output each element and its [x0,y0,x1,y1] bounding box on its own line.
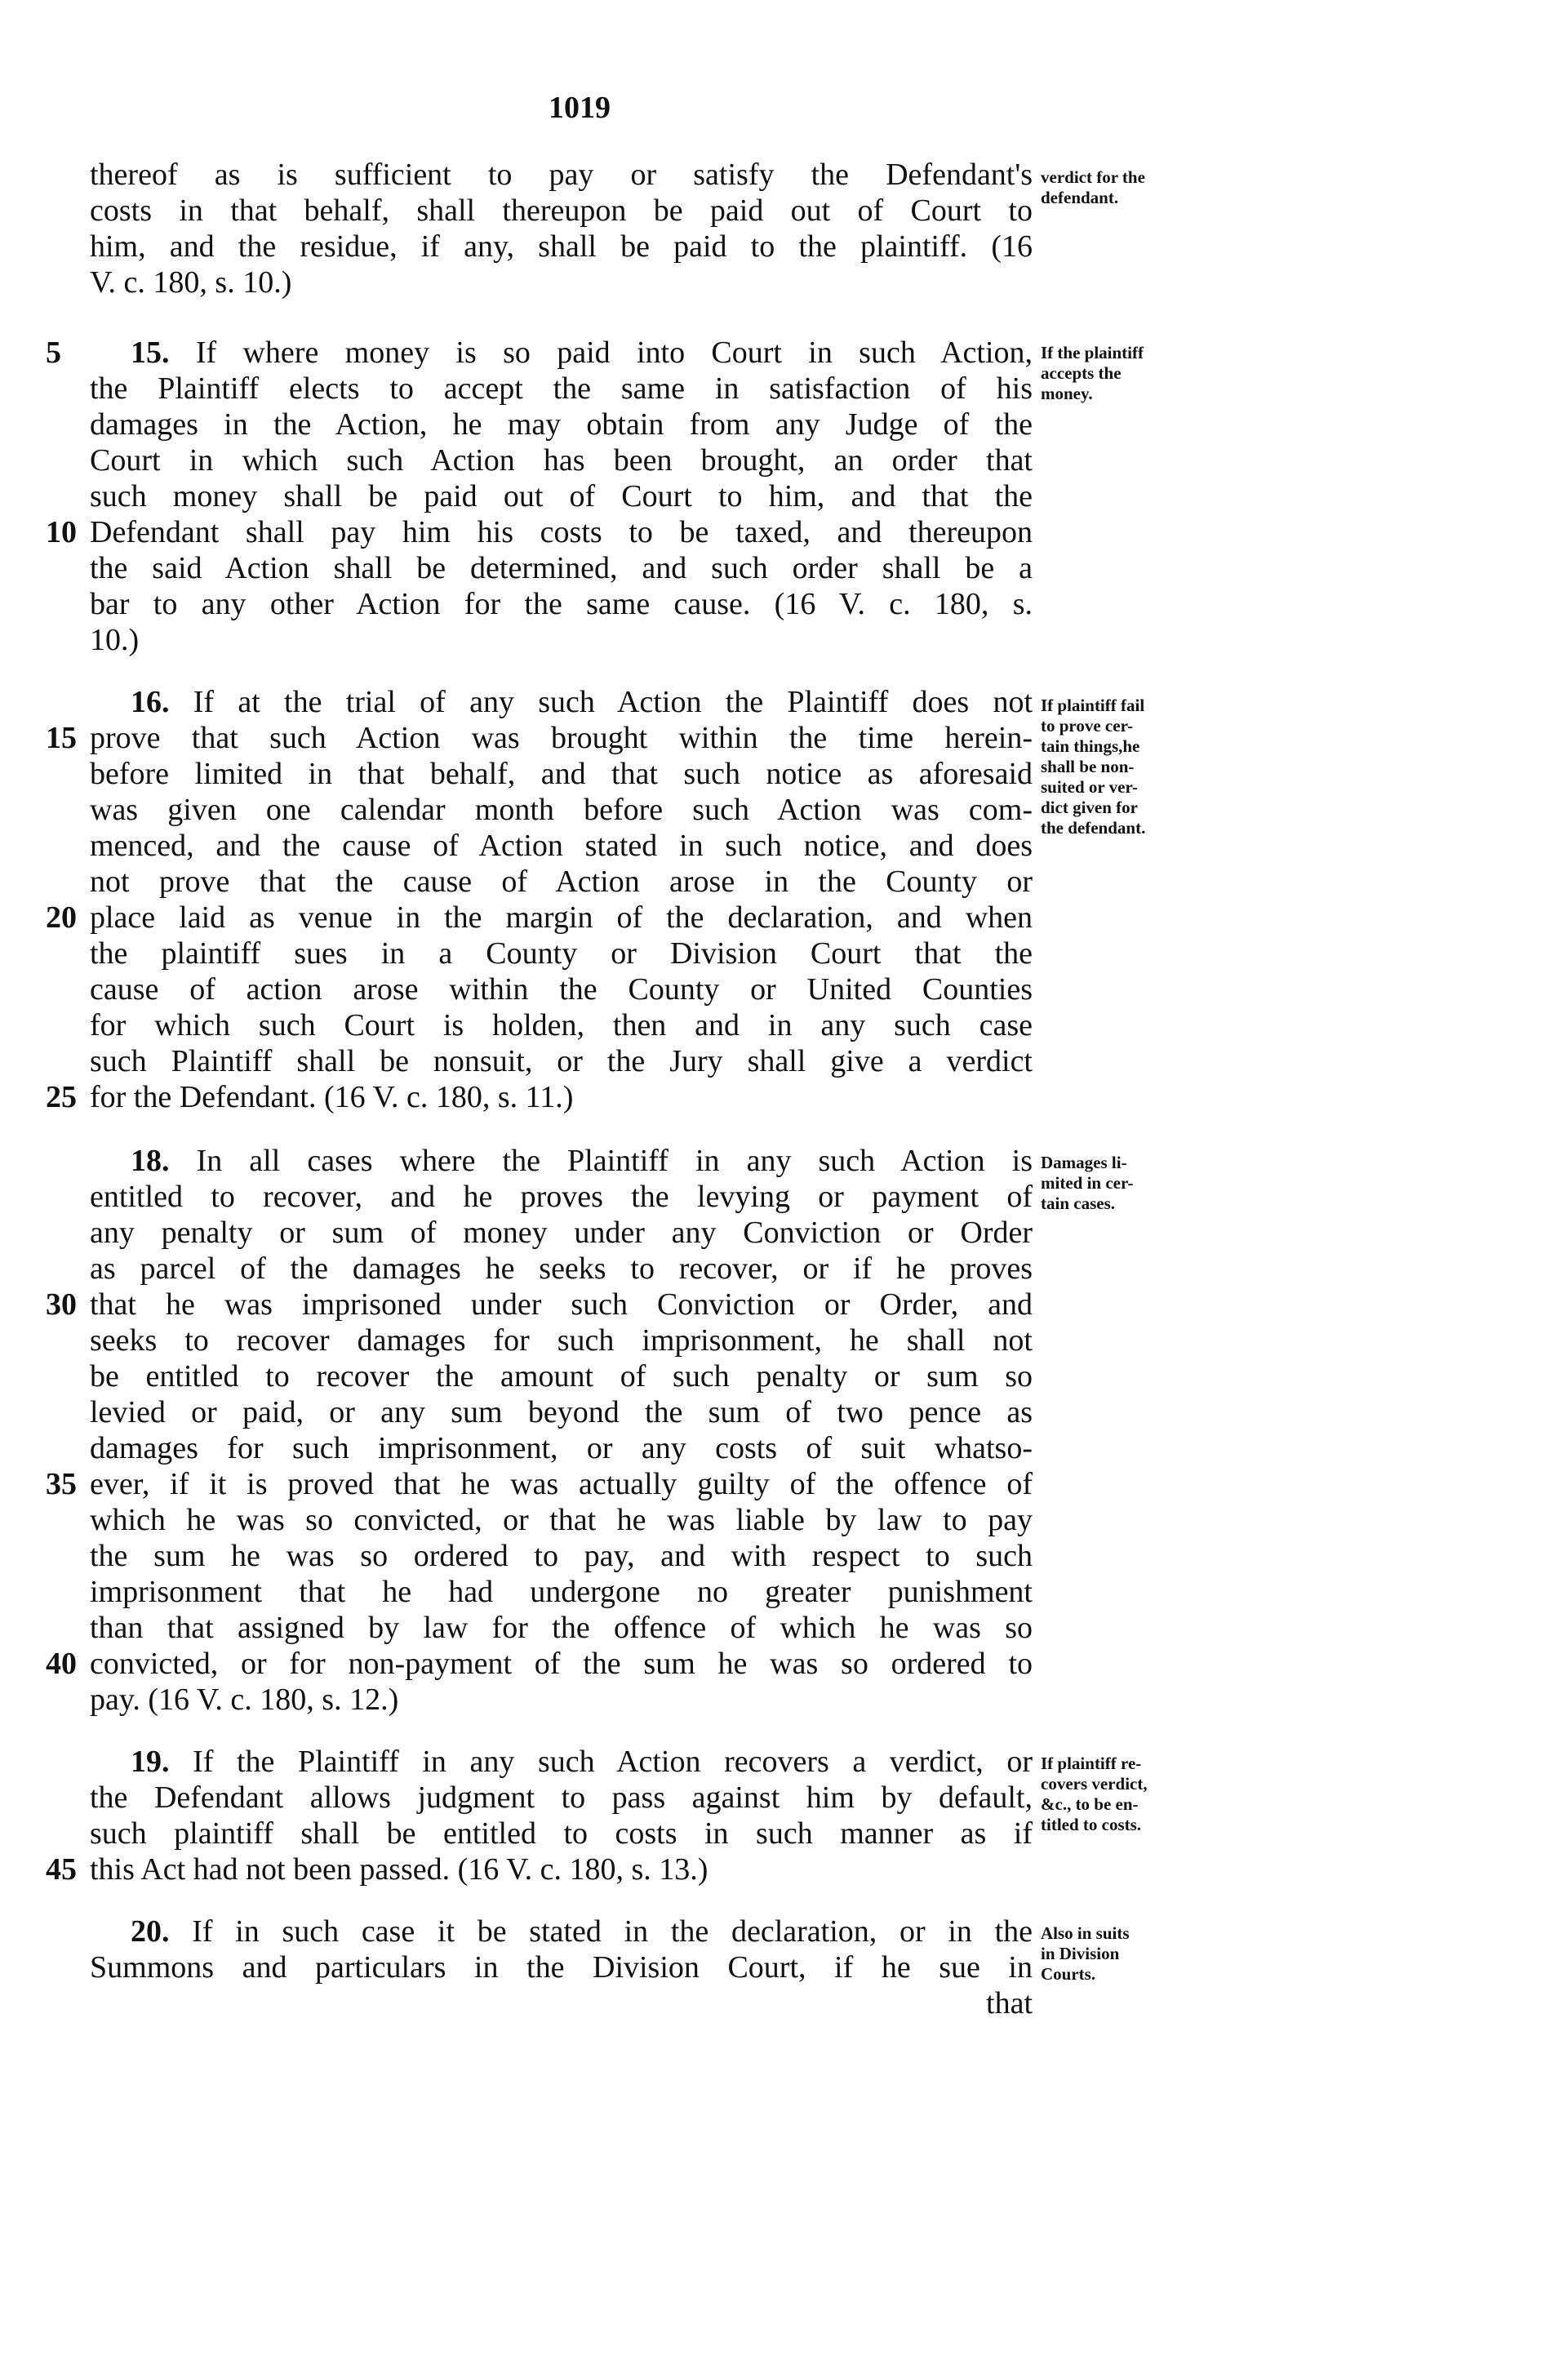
line-number: 20 [46,900,77,935]
margin-note-line: dict given for [1041,798,1138,817]
text-line: Summons and particulars in the Division Court, if he sue in [90,1950,1033,1985]
text-line [131,1744,1033,1780]
margin-note-line: If plaintiff fail [1041,696,1145,715]
margin-note [1041,1153,1228,1214]
section-number: 18. [131,1144,170,1178]
text-line: entitled to recover, and he proves the levying or payment of [90,1180,1033,1214]
text-line: ever, if it is proved that he was actually guilty of the offence of [90,1467,1033,1501]
text-line: levied or paid, or any sum beyond the sum of two pence as [90,1395,1033,1429]
text-line: Court in which such Action has been brought, an order that [90,443,1033,478]
margin-note-line: verdict for the [1041,167,1145,187]
line-number: 40 [46,1647,77,1681]
text-line: was given one calendar month before such Action was com- [90,793,1033,827]
text-line: thereof as is sufficient to pay or satisfy the Defendant's [90,158,1033,192]
margin-note-line: If plaintiff re- [1041,1754,1142,1773]
margin-note [1041,696,1228,838]
text-line [131,684,1033,720]
text-line: damages for such imprisonment, or any costs of suit whatso- [90,1431,1033,1465]
text-line: prove that such Action was brought within the time herein- [90,721,1033,755]
page-number: 1019 [549,91,611,125]
text-line: as parcel of the damages he seeks to recover, or if he proves [90,1251,1033,1286]
text-line: the said Action shall be determined, and such order shall be a [90,551,1033,585]
text-span: In all cases where the Plaintiff in any such Action is [196,1144,1033,1178]
text-line: the Plaintiff elects to accept the same in satisfaction of his [90,371,1033,406]
section-number: 19. [131,1745,170,1779]
text-line: not prove that the cause of Action arose in the County or [90,865,1033,899]
margin-note-line: to prove cer- [1041,716,1134,736]
margin-note-line: shall be non- [1041,757,1135,776]
text-line: 10.) [90,623,140,657]
margin-note-line: money. [1041,384,1093,403]
catchword: that [986,1986,1033,2020]
margin-note-line: tain cases. [1041,1194,1115,1213]
text-line: be entitled to recover the amount of such penalty or sum so [90,1359,1033,1394]
margin-note-line: titled to costs. [1041,1815,1142,1834]
text-line: that he was imprisoned under such Conviction or Order, and [90,1287,1033,1322]
text-line: the plaintiff sues in a County or Division Court that the [90,936,1033,971]
margin-note [1041,1923,1228,1985]
text-line: the sum he was so ordered to pay, and with respect to such [90,1539,1033,1573]
text-line: for the Defendant. (16 V. c. 180, s. 11.) [90,1080,574,1114]
margin-note [1041,343,1228,404]
section-number: 16. [131,685,170,719]
text-line [131,1914,1033,1949]
text-line: V. c. 180, s. 10.) [90,265,292,300]
line-number: 25 [46,1080,77,1114]
margin-note-line: suited or ver- [1041,777,1138,797]
margin-note-line: mited in cer- [1041,1173,1134,1193]
text-line: pay. (16 V. c. 180, s. 12.) [90,1683,399,1717]
text-line: such money shall be paid out of Court to him, and that the [90,479,1033,513]
text-line: this Act had not been passed. (16 V. c. 180, s. 13.) [90,1852,708,1887]
text-line: place laid as venue in the margin of the declaration, and when [90,900,1033,935]
margin-note [1041,167,1228,208]
text-line: costs in that behalf, shall thereupon be paid out of Court to [90,193,1033,228]
text-span: If in such case it be stated in the declaration, or in the [192,1914,1033,1949]
line-number: 10 [46,515,77,549]
text-line: before limited in that behalf, and that such notice as aforesaid [90,757,1033,791]
text-line: Defendant shall pay him his costs to be taxed, and thereupon [90,515,1033,549]
text-line: for which such Court is holden, then and in any such case [90,1008,1033,1042]
margin-note-line: in Division [1041,1944,1120,1963]
text-line: cause of action arose within the County or United Counties [90,972,1033,1007]
text-line [131,1143,1033,1179]
text-line: imprisonment that he had undergone no greater punishment [90,1575,1033,1609]
text-span: If at the trial of any such Action the Plaintiff does not [193,685,1033,719]
margin-note-line: &c., to be en- [1041,1794,1139,1814]
text-span: If where money is so paid into Court in such Action, [195,336,1033,370]
margin-note-line: If the plaintiff [1041,343,1144,362]
text-line: damages in the Action, he may obtain from any Judge of the [90,407,1033,442]
line-number: 45 [46,1852,77,1887]
margin-note-line: accepts the [1041,363,1122,383]
text-line: which he was so convicted, or that he was liable by law to pay [90,1503,1033,1537]
margin-note-line: Courts. [1041,1964,1096,1984]
margin-note-line: covers verdict, [1041,1774,1148,1794]
text-line: convicted, or for non-payment of the sum he was so ordered to [90,1647,1033,1681]
text-line: than that assigned by law for the offence of which he was so [90,1611,1033,1645]
line-number: 35 [46,1467,77,1501]
margin-note-line: Also in suits [1041,1923,1130,1943]
text-line [131,335,1033,371]
section-number: 15. [131,336,170,370]
text-line: such Plaintiff shall be nonsuit, or the Jury shall give a verdict [90,1044,1033,1078]
margin-note-line: Damages li- [1041,1153,1127,1172]
margin-note-line: the defendant. [1041,818,1146,838]
text-line: the Defendant allows judgment to pass against him by default, [90,1780,1033,1815]
text-line: such plaintiff shall be entitled to costs in such manner as if [90,1816,1033,1851]
text-line: menced, and the cause of Action stated in such notice, and does [90,829,1033,863]
text-line: him, and the residue, if any, shall be paid to the plaintiff. (16 [90,229,1033,264]
text-line: seeks to recover damages for such imprisonment, he shall not [90,1323,1033,1358]
text-span: If the Plaintiff in any such Action recovers a verdict, or [193,1745,1033,1779]
text-line: any penalty or sum of money under any Conviction or Order [90,1216,1033,1250]
margin-note-line: tain things,he [1041,736,1140,756]
margin-note [1041,1754,1228,1835]
text-line: bar to any other Action for the same cause. (16 V. c. 180, s. [90,587,1033,621]
line-number: 30 [46,1287,77,1322]
margin-note-line: defendant. [1041,188,1119,207]
section-number: 20. [131,1914,170,1949]
line-number: 15 [46,721,77,755]
line-number: 5 [46,336,61,370]
